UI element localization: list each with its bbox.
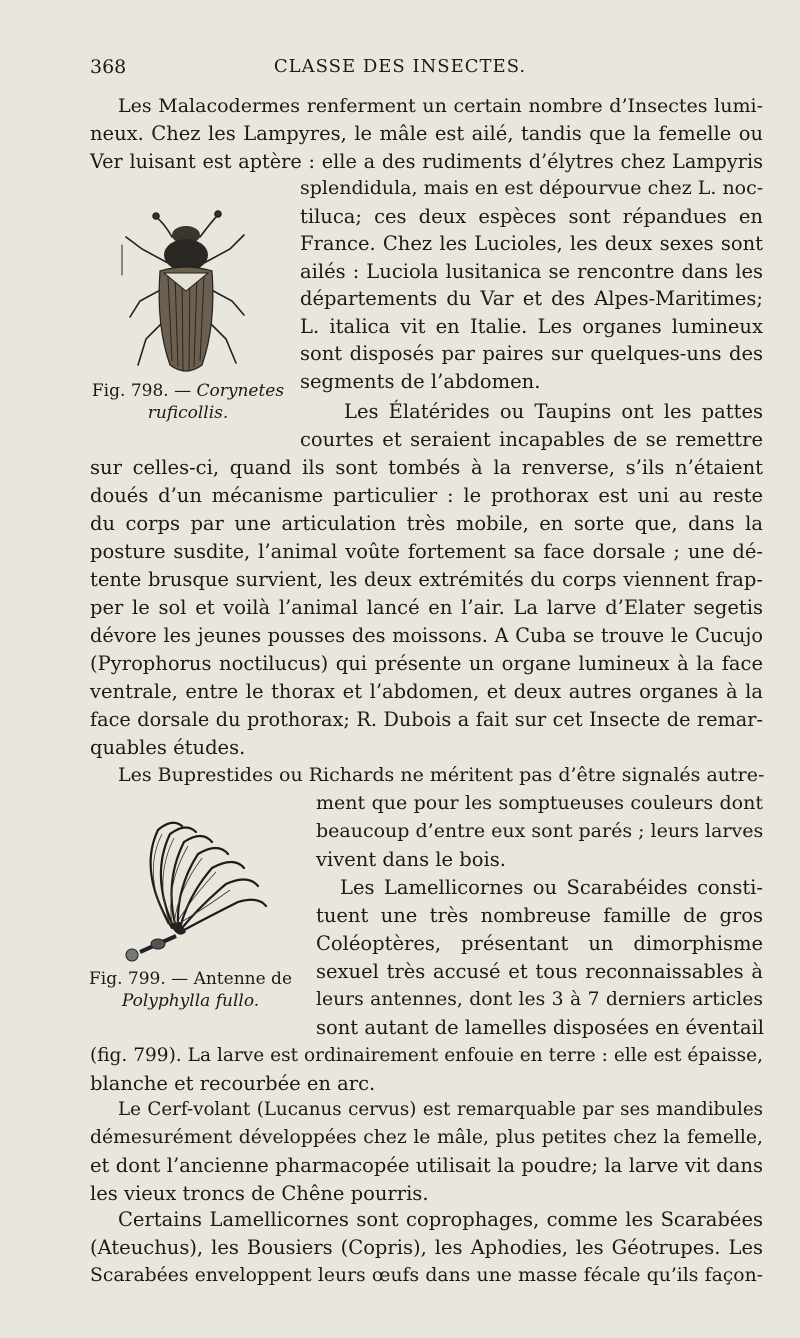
text-line: dévore les jeunes pousses des moissons. A Cuba se trouve le Cucujo xyxy=(90,624,763,647)
text-line: Les Élatérides ou Taupins ont les pattes xyxy=(344,400,763,423)
text-line: tiluca; ces deux espèces sont répandues en xyxy=(300,205,763,228)
text-line: France. Chez les Lucioles, les deux sexes sont xyxy=(300,232,763,255)
page-number: 368 xyxy=(90,56,127,78)
text-line: Scarabées enveloppent leurs œufs dans une masse fécale qu’ils façon- xyxy=(90,1265,763,1286)
text-line: Ver luisant est aptère : elle a des rudiments d’élytres chez Lampyris xyxy=(90,150,763,173)
text-line: Les Malacodermes renferment un certain nombre d’Insectes lumi- xyxy=(118,95,763,117)
text-line: démesurément développées chez le mâle, plus petites chez la femelle, xyxy=(90,1127,763,1148)
text-line: sont disposés par paires sur quelques-uns des xyxy=(300,342,763,365)
text-line: Certains Lamellicornes sont coprophages, comme les Scarabées xyxy=(118,1208,763,1231)
text-line: du corps par une articulation très mobile, en sorte que, dans la xyxy=(90,512,763,535)
text-line: Coléoptères, présentant un dimorphisme xyxy=(316,932,763,955)
text-line: départements du Var et des Alpes-Maritimes; xyxy=(300,287,763,310)
text-line: quables études. xyxy=(90,736,246,759)
text-line: segments de l’abdomen. xyxy=(300,370,541,393)
running-title: CLASSE DES INSECTES. xyxy=(273,56,527,77)
text-line: leurs antennes, dont les 3 à 7 derniers articles xyxy=(316,989,763,1010)
figure-799-caption xyxy=(88,968,293,1012)
text-line: tente brusque survient, les deux extrémités du corps viennent frap- xyxy=(90,568,763,591)
text-line: sont autant de lamelles disposées en éventail xyxy=(316,1016,765,1039)
figure-798-caption xyxy=(88,380,288,424)
text-line: per le sol et voilà l’animal lancé en l’air. La larve d’Elater segetis xyxy=(90,596,763,619)
text-line: (Ateuchus), les Bousiers (Copris), les Aphodies, les Géotrupes. Les xyxy=(90,1236,763,1259)
text-line: face dorsale du prothorax; R. Dubois a fait sur cet Insecte de remar- xyxy=(90,708,763,731)
figure-798-label: Fig. 798. — xyxy=(91,381,192,401)
page-header xyxy=(0,56,800,86)
text-line: sur celles-ci, quand ils sont tombés à la renverse, s’ils n’étaient xyxy=(90,456,763,479)
figure-798-name-2: ruficollis. xyxy=(147,403,229,423)
figure-799-label: Fig. 799. — xyxy=(88,969,189,989)
text-line: ment que pour les somptueuses couleurs dont xyxy=(316,792,763,814)
figure-799-name-1: Antenne de xyxy=(193,969,293,989)
text-line: vivent dans le bois. xyxy=(316,848,506,871)
figure-799-name-2: Polyphylla fullo. xyxy=(121,991,260,1011)
text-line: et dont l’ancienne pharmacopée utilisait la poudre; la larve vit dans xyxy=(90,1154,763,1177)
text-line: doués d’un mécanisme particulier : le prothorax est uni au reste xyxy=(90,484,763,507)
figure-798-beetle xyxy=(112,205,262,380)
figure-799-antenna xyxy=(110,812,280,964)
text-line: Les Buprestides ou Richards ne méritent pas d’être signalés autre- xyxy=(118,764,765,786)
text-line: ventrale, entre le thorax et l’abdomen, et deux autres organes à la xyxy=(90,680,763,703)
text-line: (Pyrophorus noctilucus) qui présente un organe lumineux à la face xyxy=(90,652,763,675)
text-line: splendidula, mais en est dépourvue chez L. noc- xyxy=(300,177,764,199)
text-line: Le Cerf-volant (Lucanus cervus) est remarquable par ses mandibules xyxy=(118,1099,763,1120)
text-line: tuent une très nombreuse famille de gros xyxy=(316,904,763,927)
text-line: beaucoup d’entre eux sont parés ; leurs larves xyxy=(316,820,764,842)
text-line: les vieux troncs de Chêne pourris. xyxy=(90,1182,429,1205)
text-line: blanche et recourbée en arc. xyxy=(90,1072,376,1095)
text-line: Les Lamellicornes ou Scarabéides consti- xyxy=(340,876,763,899)
figure-798-name-1: Corynetes xyxy=(196,381,285,401)
text-line: (fig. 799). La larve est ordinairement enfouie en terre : elle est épaisse, xyxy=(90,1045,763,1066)
text-line: L. italica vit en Italie. Les organes lumineux xyxy=(300,315,763,338)
text-line: sexuel très accusé et tous reconnaissables à xyxy=(316,960,763,983)
text-line: posture susdite, l’animal voûte fortement sa face dorsale ; une dé- xyxy=(90,540,763,563)
text-line: courtes et seraient incapables de se remettre xyxy=(300,428,763,451)
text-line: neux. Chez les Lampyres, le mâle est ailé, tandis que la femelle ou xyxy=(90,122,763,145)
text-line: ailés : Luciola lusitanica se rencontre dans les xyxy=(300,260,763,283)
